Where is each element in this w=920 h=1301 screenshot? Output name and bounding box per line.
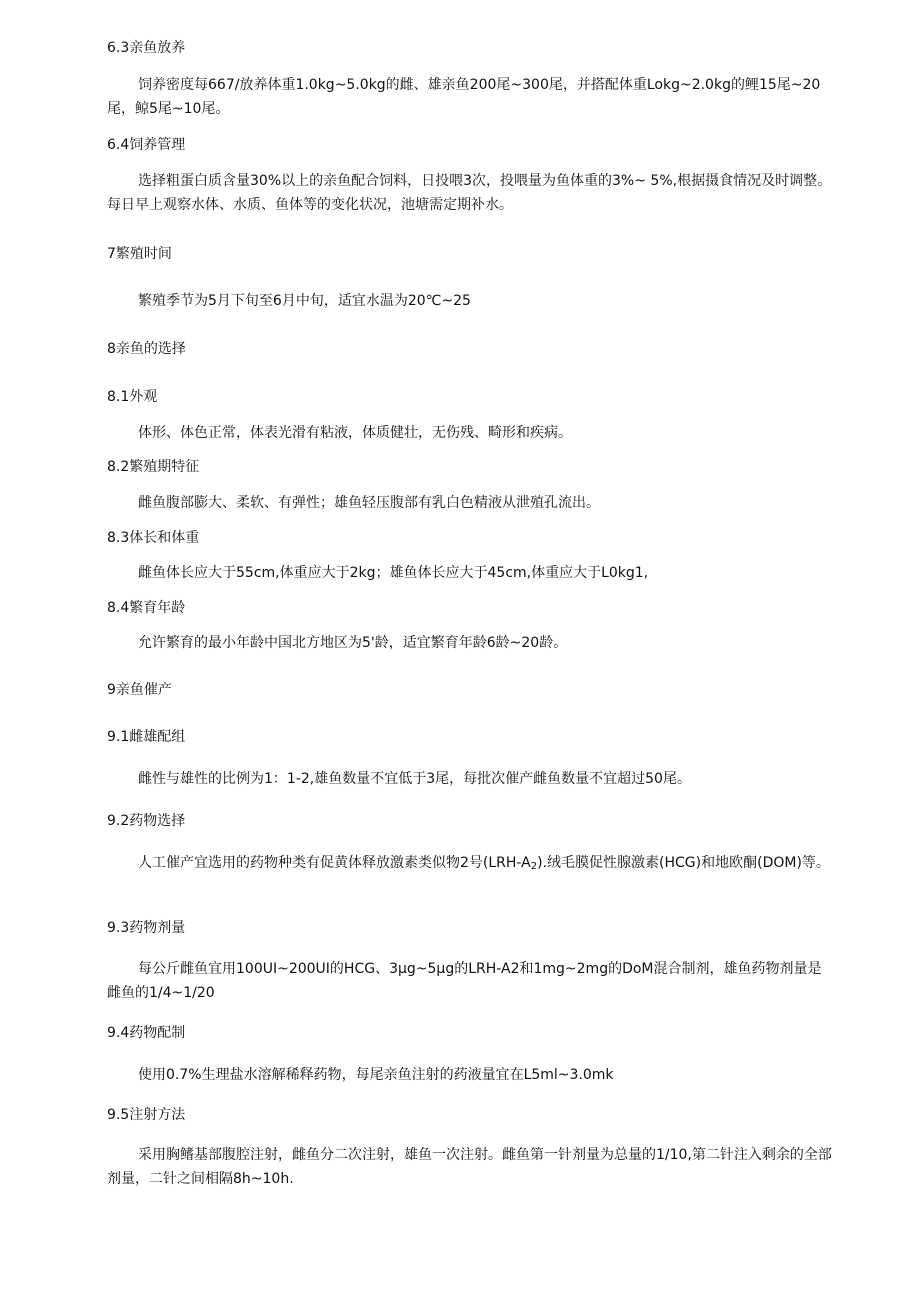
section-9-3-body: 每公斤雌鱼宜用100UI~200UI的HCG、3μg~5μg的LRH-A2和1mg~2mg的DoM混合制剂，雄鱼药物剂量是雌鱼的1/4~1/20 [107,961,822,1001]
section-9-4-heading: 9.4药物配制 [107,1025,186,1041]
section-9-5-heading: 9.5注射方法 [107,1107,186,1123]
section-8-4-body: 允许繁育的最小年龄中国北方地区为5'龄，适宜繁育年龄6龄~20龄。 [138,635,568,651]
section-9-2-body-subscript: 2 [530,861,538,872]
section-8-1-heading: 8.1外观 [107,389,158,405]
section-9-2-body-part-1: 人工催产宜选用的药物种类有促黄体释放激素类似物2号(LRH-A [138,855,531,871]
section-9-1-heading: 9.1雌雄配组 [107,729,186,745]
section-7-body: 繁殖季节为5月下旬至6月中旬，适宜水温为20℃~25 [138,293,471,309]
section-8-3-heading: 8.3体长和体重 [107,530,200,546]
section-6-3-heading: 6.3亲鱼放养 [107,40,186,56]
section-6-3-body: 饲养密度每667/放养体重1.0kg~5.0kg的雌、雄亲鱼200尾~300尾，并搭配体重Lokg~2.0kg的鲤15尾~20尾，鲸5尾~10尾。 [107,77,821,117]
section-9-1-body: 雌性与雄性的比例为1：1-2,雄鱼数量不宜低于3尾，每批次催产雌鱼数量不宜超过50尾。 [138,771,691,787]
section-9-2-heading: 9.2药物选择 [107,813,186,829]
section-9-heading: 9亲鱼催产 [107,682,172,698]
section-6-4-heading: 6.4饲养管理 [107,137,186,153]
section-9-4-body: 使用0.7%生理盐水溶解稀释药物，每尾亲鱼注射的药液量宜在L5ml~3.0mk [138,1067,614,1083]
section-8-4-heading: 8.4繁育年龄 [107,600,186,616]
section-8-2-heading: 8.2繁殖期特征 [107,459,200,475]
section-9-2-body-part-2: ).绒毛膜促性腺激素(HCG)和地欧酮(DOM)等。 [537,855,830,871]
section-7-heading: 7繁殖时间 [107,246,172,262]
section-8-2-body: 雌鱼腹部膨大、柔软、有弹性；雄鱼轻压腹部有乳白色精液从泄殖孔流出。 [138,495,600,511]
section-9-3-heading: 9.3药物剂量 [107,920,186,936]
section-6-4-body: 选择粗蛋白质含量30%以上的亲鱼配合饲料，日投喂3次，投喂量为鱼体重的3%~ 5%,根据摄食情况及时调整。每日早上观察水体、水质、鱼体等的变化状况，池塘需定期补水。 [107,173,832,213]
section-9-2-body [107,851,835,875]
section-8-3-body: 雌鱼体长应大于55cm,体重应大于2kg；雄鱼体长应大于45cm,体重应大于L0kg1, [138,565,649,581]
section-9-5-body: 采用胸鳍基部腹腔注射，雌鱼分二次注射，雄鱼一次注射。雌鱼第一针剂量为总量的1/10,第二针注入剩余的全部剂量，二针之间相隔8h~10h. [107,1147,832,1187]
section-8-1-body: 体形、体色正常，体表光滑有粘液，体质健壮，无伤残、畸形和疾病。 [138,425,572,441]
section-8-heading: 8亲鱼的选择 [107,341,186,357]
